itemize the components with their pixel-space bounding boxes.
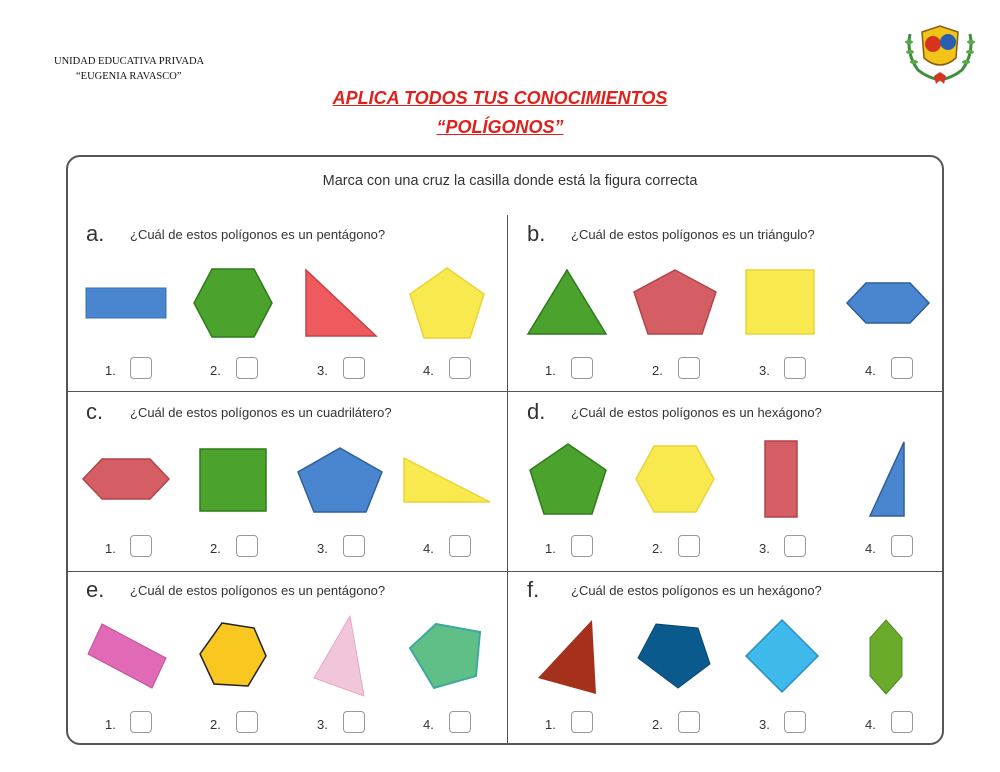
q-f-option-4-checkbox[interactable]: [891, 711, 913, 733]
worksheet-title: APLICA TODOS TUS CONOCIMIENTOS: [332, 88, 668, 108]
q-c-option-4-checkbox[interactable]: [449, 535, 471, 557]
q-a-option-2-hexagon: [190, 265, 276, 341]
q-a-option-1-rectangle: [84, 284, 170, 322]
q-d-option-2-number: 2.: [652, 541, 663, 556]
q-a-option-4-checkbox[interactable]: [449, 357, 471, 379]
q-d-option-4-number: 4.: [865, 541, 876, 556]
school-name-line1: UNIDAD EDUCATIVA PRIVADA: [54, 56, 205, 67]
q-a-option-4-number: 4.: [423, 363, 434, 378]
q-e-option-4-pentagon: [406, 620, 484, 692]
q-e-option-2-number: 2.: [210, 717, 221, 732]
q-b-option-1-number: 1.: [545, 363, 556, 378]
q-f-option-1-triangle: [534, 616, 600, 698]
q-a-option-3-checkbox[interactable]: [343, 357, 365, 379]
question-a-text: ¿Cuál de estos polígonos es un pentágono?: [130, 227, 386, 242]
question-c-letter: c.: [86, 399, 104, 424]
q-e-option-2-hexagon: [196, 620, 270, 692]
q-e-option-1-number: 1.: [105, 717, 116, 732]
q-b-option-4-checkbox[interactable]: [891, 357, 913, 379]
q-b-option-3-checkbox[interactable]: [784, 357, 806, 379]
q-f-option-1-number: 1.: [545, 717, 556, 732]
q-e-option-2-checkbox[interactable]: [236, 711, 258, 733]
question-e-text: ¿Cuál de estos polígonos es un pentágono?: [130, 583, 386, 598]
q-e-option-4-number: 4.: [423, 717, 434, 732]
q-c-option-2-checkbox[interactable]: [236, 535, 258, 557]
q-a-option-4-pentagon: [406, 264, 488, 342]
instruction-text: Marca con una cruz la casilla donde está la figura correcta: [322, 173, 698, 189]
q-c-option-4-triangle: [400, 454, 494, 506]
q-d-option-1-checkbox[interactable]: [571, 535, 593, 557]
q-b-option-4-number: 4.: [865, 363, 876, 378]
school-name-line2: “EUGENIA RAVASCO”: [76, 71, 182, 82]
q-f-option-2-checkbox[interactable]: [678, 711, 700, 733]
q-d-option-1-pentagon: [526, 440, 610, 518]
q-d-option-3-rectangle: [762, 438, 800, 520]
question-b-text: ¿Cuál de estos polígonos es un triángulo?: [571, 227, 815, 242]
q-d-option-3-checkbox[interactable]: [784, 535, 806, 557]
question-f-text: ¿Cuál de estos polígonos es un hexágono?: [571, 583, 822, 598]
q-e-option-3-number: 3.: [317, 717, 328, 732]
q-a-option-2-checkbox[interactable]: [236, 357, 258, 379]
q-e-option-4-checkbox[interactable]: [449, 711, 471, 733]
q-f-option-4-number: 4.: [865, 717, 876, 732]
question-d-text: ¿Cuál de estos polígonos es un hexágono?: [571, 405, 822, 420]
q-e-option-3-checkbox[interactable]: [343, 711, 365, 733]
q-a-option-3-right-triangle: [302, 266, 382, 340]
q-c-option-1-checkbox[interactable]: [130, 535, 152, 557]
q-b-option-3-number: 3.: [759, 363, 770, 378]
q-b-option-3-square: [744, 268, 818, 336]
divider-row-2: [67, 571, 943, 572]
question-c-text: ¿Cuál de estos polígonos es un cuadrilátero?: [130, 405, 392, 420]
q-c-option-3-pentagon: [294, 444, 386, 516]
q-f-option-1-checkbox[interactable]: [571, 711, 593, 733]
q-a-option-2-number: 2.: [210, 363, 221, 378]
q-f-option-2-pentagon: [634, 620, 714, 692]
q-f-option-3-checkbox[interactable]: [784, 711, 806, 733]
question-f-letter: f.: [527, 577, 540, 602]
q-b-option-2-pentagon: [630, 266, 720, 338]
question-b-letter: b.: [527, 221, 546, 246]
q-f-option-2-number: 2.: [652, 717, 663, 732]
q-c-option-1-hexagon: [80, 456, 172, 502]
worksheet-subtitle: “POLÍGONOS”: [436, 117, 564, 137]
school-name: [54, 54, 234, 84]
q-e-option-1-checkbox[interactable]: [130, 711, 152, 733]
q-d-option-1-number: 1.: [545, 541, 556, 556]
question-e-letter: e.: [86, 577, 105, 602]
q-c-option-1-number: 1.: [105, 541, 116, 556]
q-d-option-3-number: 3.: [759, 541, 770, 556]
q-a-option-1-checkbox[interactable]: [130, 357, 152, 379]
q-d-option-4-checkbox[interactable]: [891, 535, 913, 557]
q-d-option-2-hexagon: [632, 442, 718, 516]
school-crest-icon: [900, 14, 980, 86]
q-c-option-3-number: 3.: [317, 541, 328, 556]
q-a-option-1-number: 1.: [105, 363, 116, 378]
q-d-option-2-checkbox[interactable]: [678, 535, 700, 557]
q-f-option-3-number: 3.: [759, 717, 770, 732]
divider-row-1: [67, 391, 943, 392]
q-b-option-4-hexagon: [844, 280, 932, 326]
q-c-option-2-square: [198, 447, 270, 513]
q-d-option-4-triangle: [866, 438, 910, 520]
q-b-option-2-checkbox[interactable]: [678, 357, 700, 379]
q-b-option-2-number: 2.: [652, 363, 663, 378]
divider-column: [507, 215, 508, 745]
question-d-letter: d.: [527, 399, 546, 424]
q-f-option-4-hexagon: [864, 616, 908, 698]
q-b-option-1-triangle: [524, 266, 610, 338]
q-c-option-3-checkbox[interactable]: [343, 535, 365, 557]
q-f-option-3-rhombus: [742, 616, 822, 696]
question-a-letter: a.: [86, 221, 105, 246]
q-b-option-1-checkbox[interactable]: [571, 357, 593, 379]
q-a-option-3-number: 3.: [317, 363, 328, 378]
q-c-option-2-number: 2.: [210, 541, 221, 556]
q-e-option-3-triangle: [310, 612, 368, 700]
q-c-option-4-number: 4.: [423, 541, 434, 556]
q-e-option-1-rectangle: [84, 620, 170, 692]
